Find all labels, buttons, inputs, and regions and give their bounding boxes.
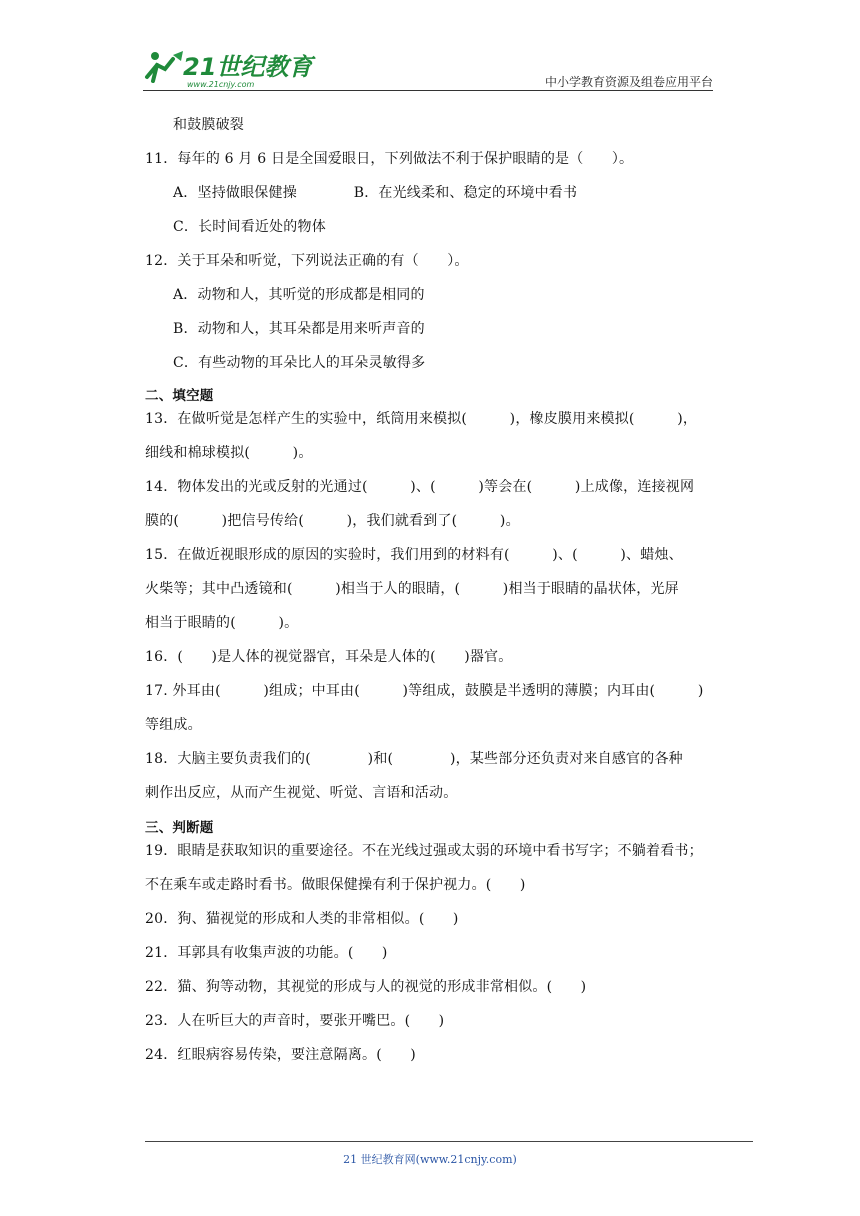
- text-line: 15．在做近视眼形成的原因的实验时，我们用到的材料有( )、( )、蜡烛、: [145, 547, 683, 563]
- text-line: 18．大脑主要负责我们的( )和( )，某些部分还负责对来自感官的各种: [145, 751, 683, 767]
- logo-url-text: www.21cnjy.com: [187, 80, 255, 89]
- section-heading: 二、填空题: [145, 388, 214, 404]
- text-line: A．坚持做眼保健操 B．在光线柔和、稳定的环境中看书: [173, 185, 578, 201]
- text-line: C．有些动物的耳朵比人的耳朵灵敏得多: [173, 355, 426, 371]
- text-line: A．动物和人，其听觉的形成都是相同的: [173, 287, 425, 303]
- text-line: 14．物体发出的光或反射的光通过( )、( )等会在( )上成像，连接视网: [145, 479, 695, 495]
- running-man-icon: [147, 51, 183, 81]
- logo-main-text: 21世纪教育: [183, 53, 313, 81]
- text-line: 16．( )是人体的视觉器官，耳朵是人体的( )器官。: [145, 649, 513, 665]
- text-line: 刺作出反应，从而产生视觉、听觉、言语和活动。: [145, 785, 458, 801]
- page-header: [143, 40, 713, 92]
- text-line: 11．每年的 6 月 6 日是全国爱眼日，下列做法不利于保护眼睛的是（ ）。: [145, 151, 634, 167]
- text-line: 膜的( )把信号传给( )，我们就看到了( )。: [145, 513, 520, 529]
- text-line: 不在乘车或走路时看书。做眼保健操有利于保护视力。( ): [145, 877, 526, 893]
- footer-divider: [145, 1141, 753, 1142]
- text-line: 和鼓膜破裂: [173, 117, 244, 133]
- text-line: C．长时间看近处的物体: [173, 219, 326, 235]
- header-platform-text: 中小学教育资源及组卷应用平台: [544, 75, 713, 89]
- text-line: 火柴等；其中凸透镜和( )相当于人的眼睛，( )相当于眼睛的晶状体，光屏: [145, 581, 679, 597]
- text-line: 19．眼睛是获取知识的重要途径。不在光线过强或太弱的环境中看书写字；不躺着看书；: [145, 843, 703, 859]
- text-line: 22．猫、狗等动物，其视觉的形成与人的视觉的形成非常相似。( ): [145, 979, 587, 995]
- text-line: 17. 外耳由( )组成；中耳由( )等组成，鼓膜是半透明的薄膜；内耳由( ): [145, 683, 704, 699]
- text-line: 12．关于耳朵和听觉，下列说法正确的有（ ）。: [145, 253, 469, 269]
- text-line: 24．红眼病容易传染，要注意隔离。( ): [145, 1047, 416, 1063]
- logo-21cnjy: [143, 45, 343, 91]
- text-line: 23．人在听巨大的声音时，要张开嘴巴。( ): [145, 1013, 445, 1029]
- text-line: 等组成。: [145, 717, 202, 733]
- section-heading: 三、判断题: [145, 820, 214, 836]
- footer-text: 21 世纪教育网(www.21cnjy.com): [343, 1153, 517, 1166]
- text-line: B．动物和人，其耳朵都是用来听声音的: [173, 321, 425, 337]
- text-line: 21．耳郭具有收集声波的功能。( ): [145, 945, 388, 961]
- text-line: 13．在做听觉是怎样产生的实验中，纸筒用来模拟( )，橡皮膜用来模拟( )，: [145, 411, 698, 427]
- text-line: 细线和棉球模拟( )。: [145, 445, 313, 461]
- text-line: 20．狗、猫视觉的形成和人类的非常相似。( ): [145, 911, 459, 927]
- text-line: 相当于眼睛的( )。: [145, 615, 299, 631]
- header-divider: [143, 90, 713, 91]
